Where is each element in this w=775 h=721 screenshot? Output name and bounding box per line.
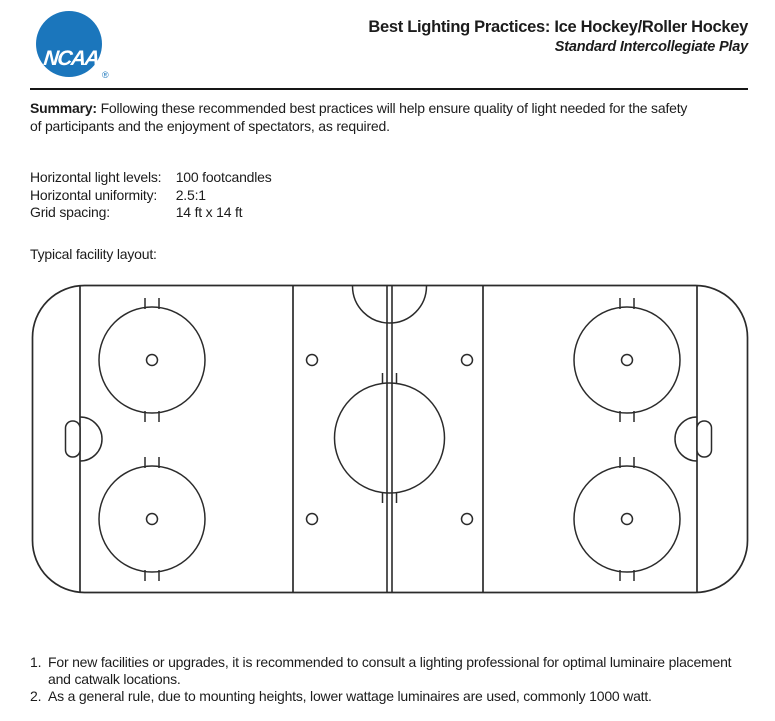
summary-line-1: Following these recommended best practices will help ensure quality of light needed for the safety <box>100 100 688 116</box>
lighting-specs <box>30 169 272 222</box>
header-title-block <box>368 17 748 55</box>
spec-value: 14 ft x 14 ft <box>175 204 243 220</box>
summary-line-2: of participants and the enjoyment of spectators, as required. <box>30 117 390 134</box>
rink-lines <box>80 284 697 594</box>
note-2 <box>30 688 762 705</box>
center-faceoff-circle <box>335 373 445 503</box>
facility-layout-label: Typical facility layout: <box>30 246 157 262</box>
goal-net-right <box>697 421 712 457</box>
spec-value: 100 footcandles <box>175 169 272 185</box>
note-number: 1. <box>30 654 42 670</box>
goal-crease-left <box>80 417 102 461</box>
neutral-faceoff-dot-bottom-right <box>462 514 473 525</box>
summary-label: Summary: <box>30 100 97 116</box>
rink-diagram <box>31 284 749 594</box>
neutral-faceoff-dot-bottom-left <box>307 514 318 525</box>
neutral-faceoff-dot-top-right <box>462 355 473 366</box>
ncaa-logo-text: NCAA <box>42 47 100 70</box>
spec-row-grid-spacing <box>30 204 272 222</box>
page-subtitle: Standard Intercollegiate Play <box>554 39 748 55</box>
goal-crease-right <box>675 417 697 461</box>
note-1 <box>30 654 762 688</box>
faceoff-dot <box>622 355 633 366</box>
faceoff-circle-top-right <box>574 298 680 422</box>
spec-label: Grid spacing: <box>30 204 110 220</box>
spec-value: 2.5:1 <box>175 186 206 203</box>
note-text <box>48 688 762 705</box>
faceoff-circle-bottom-right <box>574 457 680 581</box>
spec-row-light-levels <box>30 169 272 187</box>
referee-crease <box>353 286 427 323</box>
note-number: 2. <box>30 688 42 704</box>
note-1-line-2: and catwalk locations. <box>48 671 181 687</box>
registered-trademark-symbol: ® <box>102 70 109 80</box>
note-1-line-1: For new facilities or upgrades, it is recommended to consult a lighting professional for optimal luminaire placement <box>48 654 732 670</box>
ncaa-logo <box>33 10 111 80</box>
spec-label: Horizontal light levels: <box>30 169 162 185</box>
ice-hockey-rink-plan <box>31 284 749 594</box>
faceoff-dot <box>147 355 158 366</box>
faceoff-dot <box>622 514 633 525</box>
note-text <box>48 654 762 688</box>
note-2-line-1: As a general rule, due to mounting heights, lower wattage luminaires are used, commonly 1000 watt. <box>48 688 652 704</box>
faceoff-dot <box>147 514 158 525</box>
spec-row-uniformity <box>30 187 272 205</box>
faceoff-circle-top-left <box>99 298 205 422</box>
page-title: Best Lighting Practices: Ice Hockey/Roller Hockey <box>368 18 748 36</box>
summary-paragraph <box>30 100 760 135</box>
header-divider <box>30 88 748 90</box>
goal-net-left <box>66 421 81 457</box>
faceoff-circle-bottom-left <box>99 457 205 581</box>
rink-boards <box>33 286 748 593</box>
neutral-faceoff-dot-top-left <box>307 355 318 366</box>
footnotes <box>30 654 762 705</box>
spec-label: Horizontal uniformity: <box>30 186 158 203</box>
